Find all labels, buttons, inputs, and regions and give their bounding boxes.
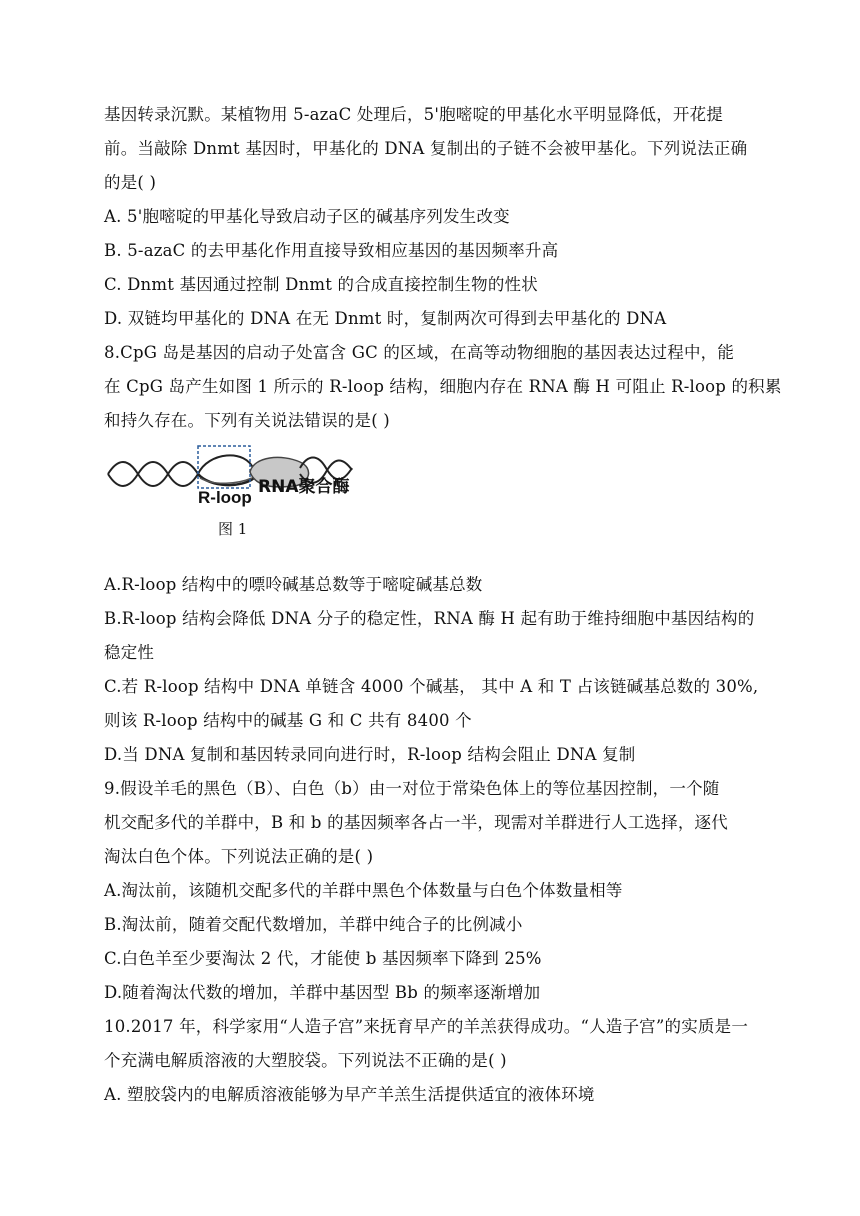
q8-option-c: C.若 R-loop 结构中 DNA 单链含 4000 个碱基， 其中 A 和 T 占该链碱基总数的 30%, xyxy=(104,677,759,696)
q9-option-b: B.淘汰前，随着交配代数增加，羊群中纯合子的比例减小 xyxy=(104,915,523,934)
question-9 xyxy=(104,772,764,1010)
question-7 xyxy=(104,98,764,336)
q8-option-b: B.R-loop 结构会降低 DNA 分子的稳定性，RNA 酶 H 起有助于维持细胞中基因结构的 xyxy=(104,609,755,628)
q7-option-c: C. Dnmt 基因通过控制 Dnmt 的合成直接控制生物的性状 xyxy=(104,275,538,294)
r-loop-figure xyxy=(104,444,764,564)
q10-option-a: A. 塑胶袋内的电解质溶液能够为早产羊羔生活提供适宜的液体环境 xyxy=(104,1085,595,1104)
q9-option-a: A.淘汰前，该随机交配多代的羊群中黑色个体数量与白色个体数量相等 xyxy=(104,881,623,900)
q8-option-d: D.当 DNA 复制和基因转录同向进行时，R-loop 结构会阻止 DNA 复制 xyxy=(104,745,636,764)
q9-option-d: D.随着淘汰代数的增加，羊群中基因型 Bb 的频率逐渐增加 xyxy=(104,983,541,1002)
q8-option-b-cont: 稳定性 xyxy=(104,643,155,662)
q7-option-a: A. 5'胞嘧啶的甲基化导致启动子区的碱基序列发生改变 xyxy=(104,207,510,226)
rna-polymerase-label: RNA聚合酶 xyxy=(258,477,350,497)
q10-stem-line: 10.2017 年，科学家用“人造子宫”来抚育早产的羊羔获得成功。“人造子宫”的实质是一 xyxy=(104,1017,749,1036)
question-10 xyxy=(104,1010,764,1112)
r-loop-label: R-loop xyxy=(198,488,252,507)
question-8 xyxy=(104,336,782,772)
q9-stem-line: 机交配多代的羊群中，B 和 b 的基因频率各占一半，现需对羊群进行人工选择，逐代 xyxy=(104,813,728,832)
figure-caption: 图 1 xyxy=(218,520,248,538)
q9-option-c: C.白色羊至少要淘汰 2 代，才能使 b 基因频率下降到 25% xyxy=(104,949,542,968)
q8-option-c-cont: 则该 R-loop 结构中的碱基 G 和 C 共有 8400 个 xyxy=(104,711,472,730)
q7-stem-line: 的是( ) xyxy=(104,173,157,192)
q8-stem-line: 和持久存在。下列有关说法错误的是( ) xyxy=(104,411,390,430)
q8-stem-line: 8.CpG 岛是基因的启动子处富含 GC 的区域，在高等动物细胞的基因表达过程中，能 xyxy=(104,343,735,362)
q7-option-b: B. 5-azaC 的去甲基化作用直接导致相应基因的基因频率升高 xyxy=(104,241,559,260)
q7-stem-line: 前。当敲除 Dnmt 基因时，甲基化的 DNA 复制出的子链不会被甲基化。下列说法正确 xyxy=(104,139,748,158)
q7-stem-line: 基因转录沉默。某植物用 5-azaC 处理后，5'胞嘧啶的甲基化水平明显降低，开花提 xyxy=(104,105,723,124)
q7-option-d: D. 双链均甲基化的 DNA 在无 Dnmt 时，复制两次可得到去甲基化的 DNA xyxy=(104,309,667,328)
q9-stem-line: 9.假设羊毛的黑色（B）、白色（b）由一对位于常染色体上的等位基因控制，一个随 xyxy=(104,779,720,798)
q8-option-a: A.R-loop 结构中的嘌呤碱基总数等于嘧啶碱基总数 xyxy=(104,575,483,594)
q9-stem-line: 淘汰白色个体。下列说法正确的是( ) xyxy=(104,847,374,866)
q10-stem-line: 个充满电解质溶液的大塑胶袋。下列说法不正确的是( ) xyxy=(104,1051,507,1070)
exam-page xyxy=(104,98,782,1112)
q8-stem-line: 在 CpG 岛产生如图 1 所示的 R-loop 结构，细胞内存在 RNA 酶 H 可阻止 R-loop 的积累 xyxy=(104,377,782,396)
